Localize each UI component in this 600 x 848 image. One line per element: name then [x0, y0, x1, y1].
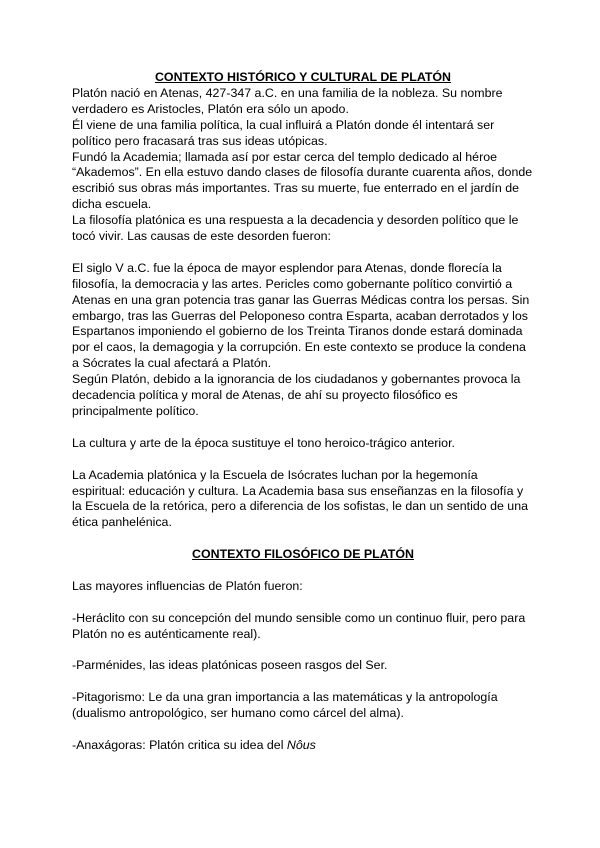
- paragraph-family: Él viene de una familia política, la cual influirá a Platón donde él intentará ser político pero fracasará tras sus ideas utópicas.: [72, 117, 495, 148]
- paragraph-culture: La cultura y arte de la época sustituye el tono heroico-trágico anterior.: [72, 435, 455, 450]
- blank-line: [72, 674, 534, 690]
- paragraph-birth: Platón nació en Atenas, 427-347 a.C. en una familia de la nobleza. Su nombre verdadero es Aristocles, Platón era sólo un apodo.: [72, 85, 503, 116]
- list-item-heraclitus: -Heráclito con su concepción del mundo sensible como un continuo fluir, pero para Platón no es auténticamente real).: [72, 610, 526, 641]
- list-item-parmenides: -Parménides, las ideas platónicas poseen rasgos del Ser.: [72, 658, 388, 673]
- blank-line: [72, 420, 534, 436]
- blank-line: [72, 452, 534, 468]
- blank-line: [72, 595, 534, 611]
- section-title-historical-context: CONTEXTO HISTÓRICO Y CULTURAL DE PLATÓN: [154, 70, 451, 84]
- paragraph-philosophy-response: La filosofía platónica es una respuesta a la decadencia y desorden político que le tocó vivir. Las causas de este desorden fueron:: [72, 213, 519, 244]
- paragraph-academy: Fundó la Academia; llamada así por estar cerca del templo dedicado al héroe “Akademos”. En ella estuvo dando clases de filosofía durante cuarenta años, donde escribió sus obras más importantes. Tras su muerte, fue enterrado en el jardín de dicha escuela.: [72, 149, 533, 212]
- paragraph-fifth-century: El siglo V a.C. fue la época de mayor esplendor para Atenas, donde florecía la filosofía, la democracia y las artes. Pericles como gobernante político convirtió a Atenas en una gran potencia tras ganar las Guerras Médicas contra los persas. Sin embargo, tras las Guerras del Peloponeso contra Esparta, acaban derrotados y los Espartanos imponiendo el gobierno de los Treinta Tiranos donde estará dominada por el caos, la demagogia y la corrupción. En este contexto se produce la condena a Sócrates la cual afectará a Platón.: [72, 260, 530, 371]
- list-item-pythagoreanism: -Pitagorismo: Le da una gran importancia a las matemáticas y la antropología (dualismo antropológico, ser humano como cárcel del alma).: [72, 690, 498, 721]
- paragraph-academy-isocrates: La Academia platónica y la Escuela de Isócrates luchan por la hegemonía espiritual: educación y cultura. La Academia basa sus enseñanzas en la filosofía y la Escuela de la retórica, pero a diferencia de los sofistas, le dan un sentido de una ética panhelénica.: [72, 467, 528, 530]
- list-item-anaxagoras: [72, 738, 534, 754]
- blank-line: [72, 722, 534, 738]
- paragraph-influences-intro: Las mayores influencias de Platón fueron:: [72, 578, 303, 593]
- paragraph-ignorance: Según Platón, debido a la ignorancia de los ciudadanos y gobernantes provoca la decadencia política y moral de Atenas, de ahí su proyecto filosófico es principalmente político.: [72, 372, 521, 419]
- document-page: [72, 70, 534, 754]
- blank-line: [72, 563, 534, 579]
- blank-line: [72, 245, 534, 261]
- anaxagoras-text: -Anaxágoras: Platón critica su idea del: [72, 737, 287, 752]
- nous-term: Nôus: [286, 737, 316, 752]
- blank-line: [72, 531, 534, 547]
- section-title-philosophical-context: CONTEXTO FILOSÓFICO DE PLATÓN: [192, 547, 414, 562]
- blank-line: [72, 643, 534, 659]
